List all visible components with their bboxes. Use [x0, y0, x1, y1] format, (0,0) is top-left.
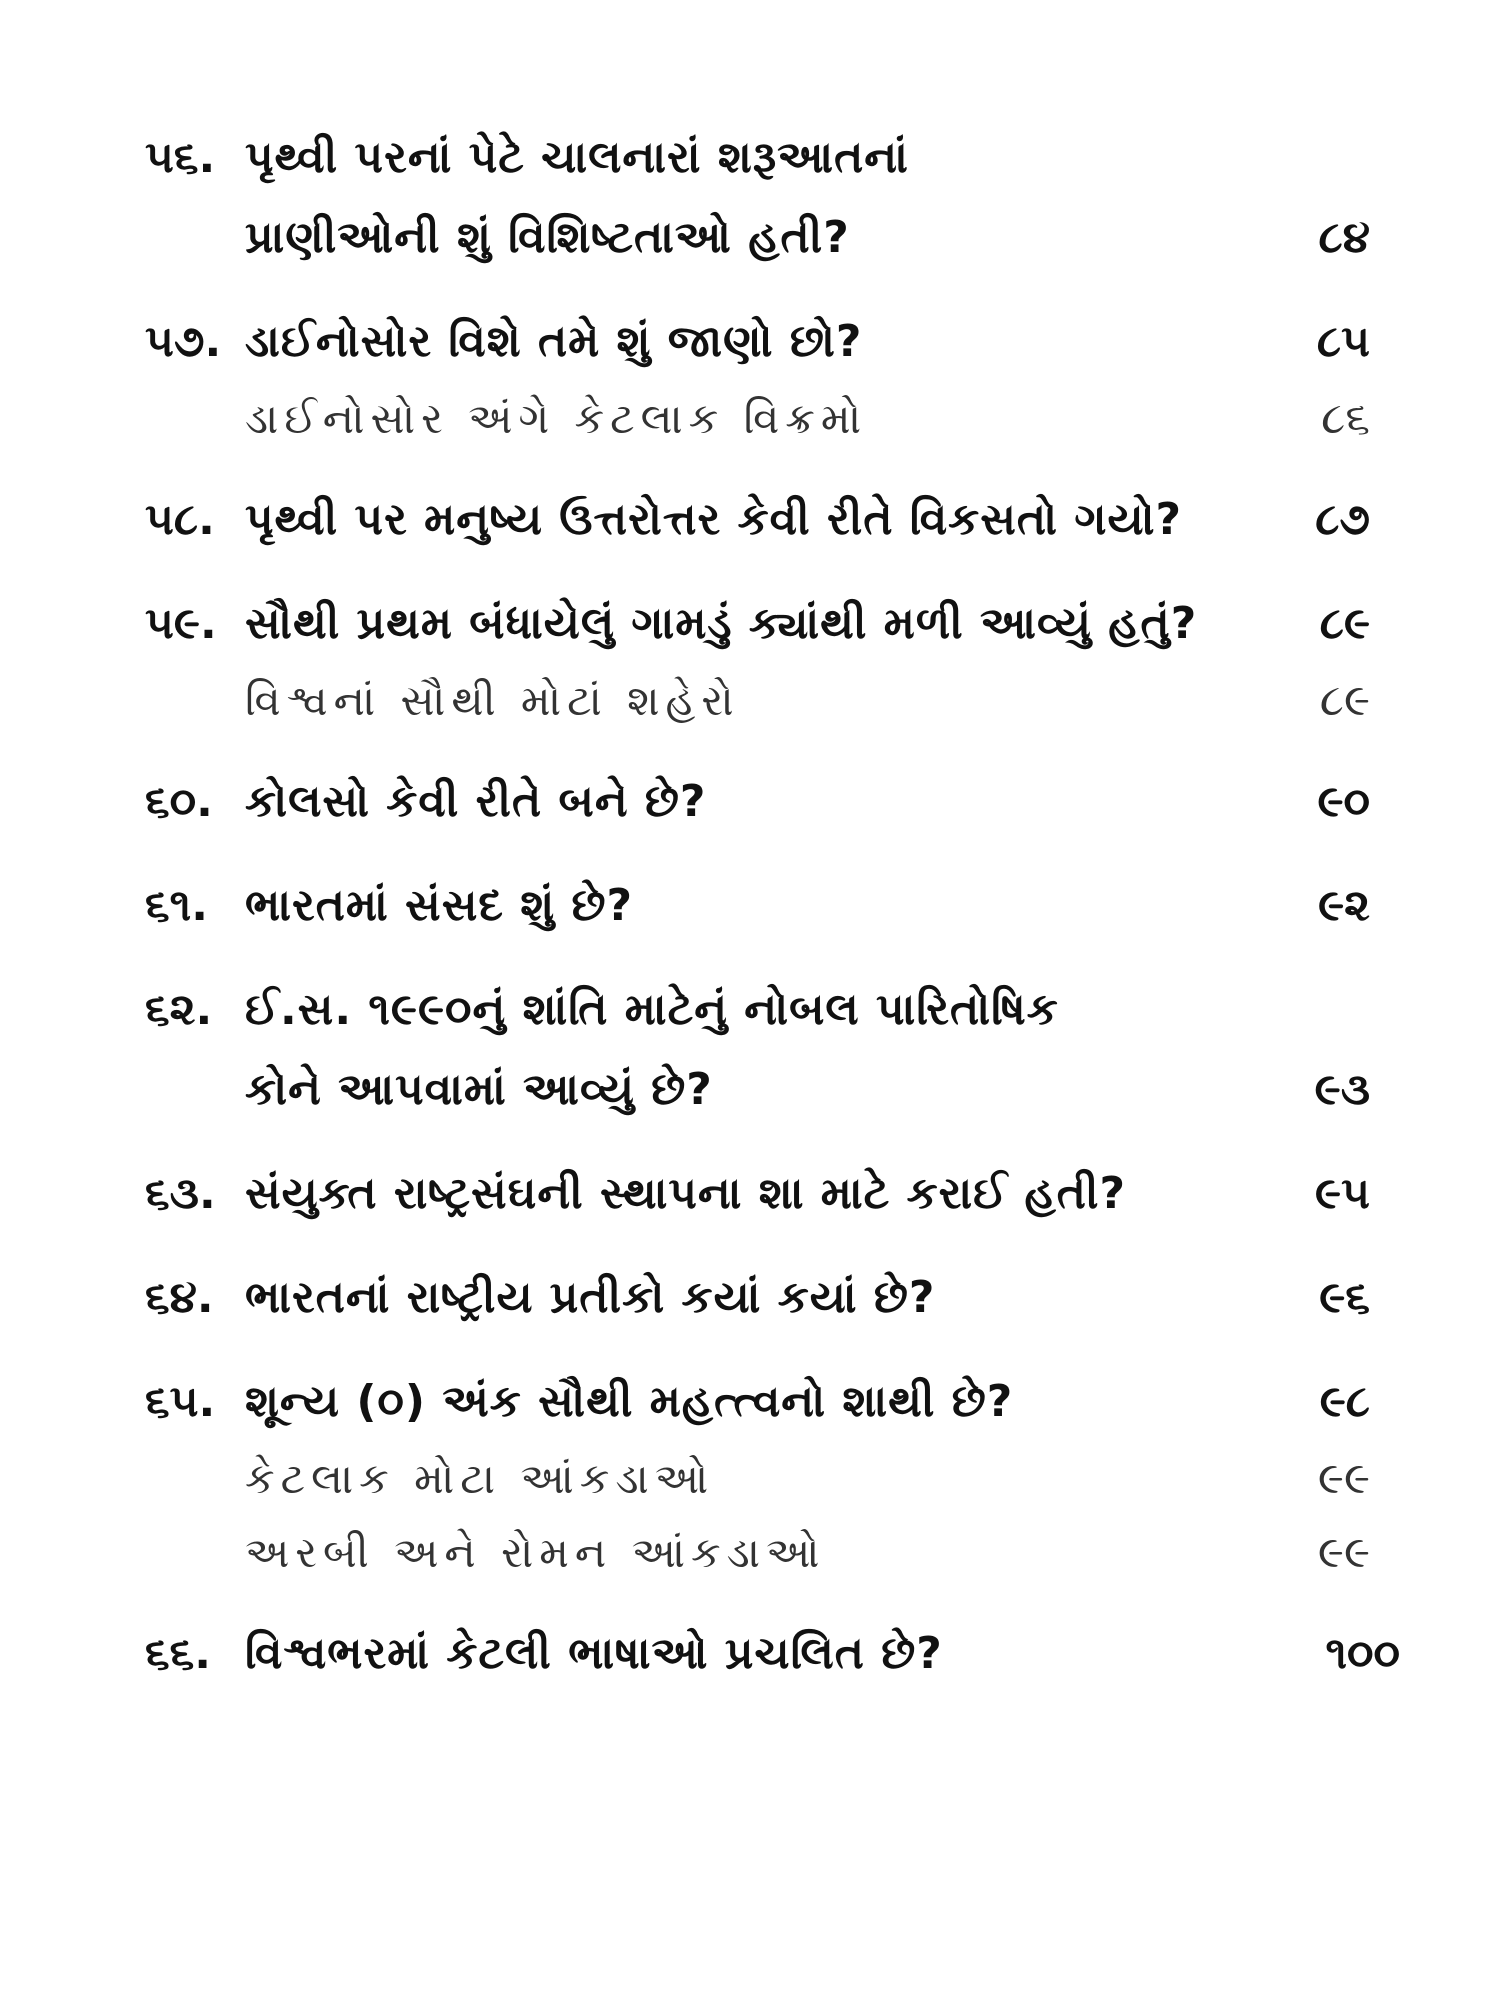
entry-title: ઈ.સ. ૧૯૯૦નું શાંતિ માટેનું નોબલ પારિતોષિક — [245, 984, 1059, 1035]
toc-subentry — [145, 1442, 1400, 1516]
entry-number: ૬૩. — [145, 1168, 216, 1219]
entry-number: ૬૨. — [145, 984, 213, 1035]
toc-entry-56 — [145, 118, 1400, 278]
entry-page-number: ૯૫ — [1315, 1168, 1370, 1219]
entry-title: ડાઈનોસોર વિશે તમે શું જાણો છો? — [245, 316, 863, 367]
toc-row — [145, 762, 1400, 842]
subentry-page-number: ૮૯ — [1319, 675, 1370, 726]
toc-entry-57 — [145, 302, 1400, 456]
toc-row — [145, 1050, 1400, 1130]
entry-page-number: ૧૦૦ — [1325, 1628, 1400, 1679]
toc-subentry — [145, 1516, 1400, 1590]
toc-row — [145, 970, 1400, 1050]
toc-entry-60 — [145, 762, 1400, 842]
toc-entry-58 — [145, 480, 1400, 560]
toc-row — [145, 480, 1400, 560]
toc-subentry — [145, 382, 1400, 456]
toc-entry-65 — [145, 1362, 1400, 1590]
entry-title: ભારતનાં રાષ્ટ્રીય પ્રતીકો કયાં કયાં છે? — [245, 1272, 936, 1323]
toc-entry-63 — [145, 1154, 1400, 1234]
entry-title: કોલસો કેવી રીતે બને છે? — [245, 776, 707, 827]
entry-title-continued: પ્રાણીઓની શું વિશિષ્ટતાઓ હતી? — [245, 212, 850, 263]
entry-title: ભારતમાં સંસદ શું છે? — [245, 880, 634, 931]
toc-row — [145, 1614, 1400, 1694]
entry-title: સૌથી પ્રથમ બંધાયેલું ગામડું ક્યાંથી મળી આવ્યું હતું? — [245, 598, 1198, 649]
entry-number: ૫૮. — [145, 494, 215, 545]
subentry-title: ડાઈનોસોર અંગે કેટલાક વિક્રમો — [245, 394, 868, 443]
entry-number: ૬૦. — [145, 776, 213, 827]
toc-row — [145, 584, 1400, 664]
toc-row — [145, 118, 1400, 198]
subentry-title: કેટલાક મોટા આંકડાઓ — [245, 1454, 715, 1503]
subentry-page-number: ૯૯ — [1317, 1527, 1370, 1578]
entry-page-number: ૯૬ — [1319, 1272, 1370, 1323]
entry-number: ૬૪. — [145, 1272, 214, 1323]
subentry-page-number: ૮૬ — [1321, 393, 1370, 444]
entry-page-number: ૮૪ — [1318, 212, 1370, 263]
entry-title: પૃથ્વી પરનાં પેટે ચાલનારાં શરૂઆતનાં — [245, 132, 909, 183]
entry-page-number: ૮૫ — [1316, 316, 1370, 367]
entry-number: ૬૫. — [145, 1376, 216, 1427]
toc-entry-66 — [145, 1614, 1400, 1694]
entry-number: ૬૧. — [145, 880, 208, 931]
toc-row — [145, 1154, 1400, 1234]
toc-entry-61 — [145, 866, 1400, 946]
subentry-title: અરબી અને રોમન આંકડાઓ — [245, 1528, 826, 1577]
entry-page-number: ૯૮ — [1319, 1376, 1370, 1427]
entry-page-number: ૮૯ — [1319, 598, 1370, 649]
toc-row — [145, 1258, 1400, 1338]
toc-entry-62 — [145, 970, 1400, 1130]
entry-page-number: ૯૨ — [1318, 880, 1370, 931]
toc-row — [145, 302, 1400, 382]
entry-title: શૂન્ય (૦) અંક સૌથી મહત્ત્વનો શાથી છે? — [245, 1376, 1014, 1427]
entry-number: ૬૬. — [145, 1628, 211, 1679]
entry-number: ૫૭. — [145, 316, 222, 367]
toc-subentry — [145, 664, 1400, 738]
subentry-title: વિશ્વનાં સૌથી મોટાં શહેરો — [245, 676, 740, 725]
entry-number: ૫૬. — [145, 132, 216, 183]
entry-title: સંયુક્ત રાષ્ટ્રસંઘની સ્થાપના શા માટે કરાઈ હતી? — [245, 1168, 1127, 1219]
toc-row — [145, 1362, 1400, 1442]
entry-title: વિશ્વભરમાં કેટલી ભાષાઓ પ્રચલિત છે? — [245, 1628, 943, 1679]
entry-title-continued: કોને આપવામાં આવ્યું છે? — [245, 1064, 713, 1115]
table-of-contents — [145, 118, 1400, 1694]
toc-row — [145, 866, 1400, 946]
toc-entry-59 — [145, 584, 1400, 738]
entry-title: પૃથ્વી પર મનુષ્ય ઉત્તરોત્તર કેવી રીતે વિકસતો ગયો? — [245, 494, 1183, 545]
subentry-page-number: ૯૯ — [1317, 1453, 1370, 1504]
entry-page-number: ૯૩ — [1314, 1064, 1370, 1115]
toc-entry-64 — [145, 1258, 1400, 1338]
entry-page-number: ૮૭ — [1315, 494, 1370, 545]
entry-number: ૫૯. — [145, 598, 217, 649]
entry-page-number: ૯૦ — [1317, 776, 1370, 827]
toc-row — [145, 198, 1400, 278]
